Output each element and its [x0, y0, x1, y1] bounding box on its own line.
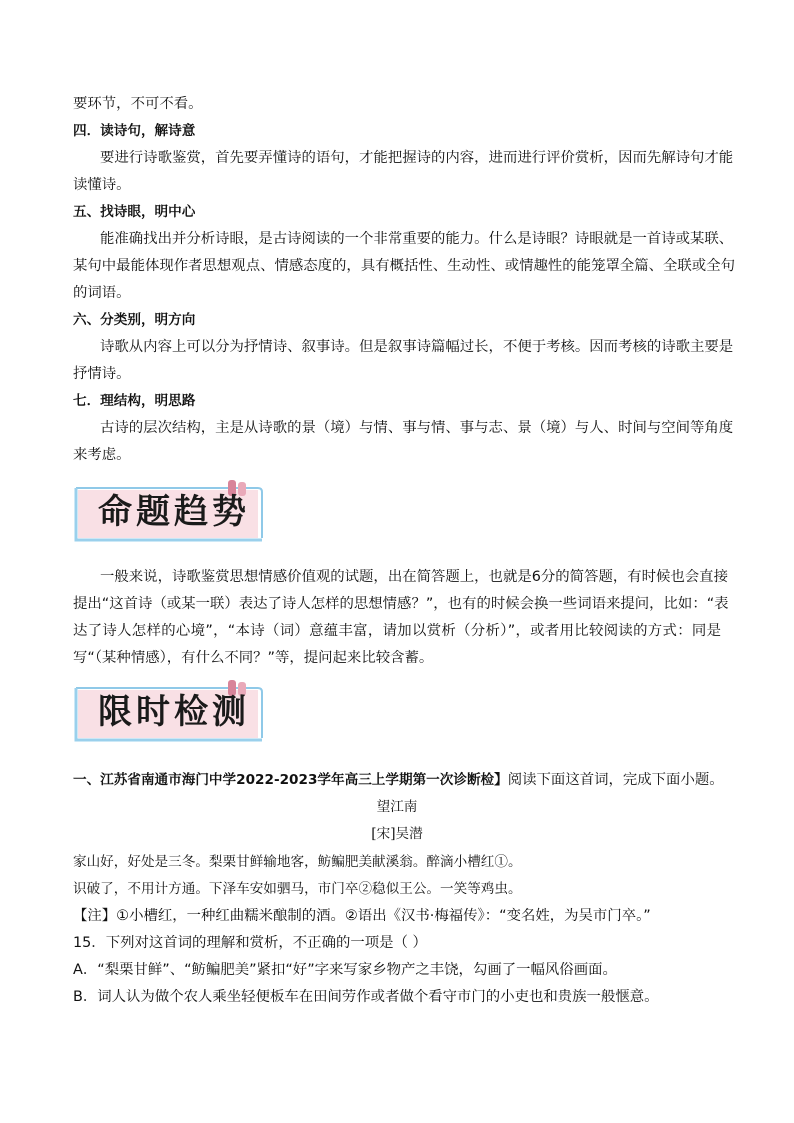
- paragraph-line: 要进行诗歌鉴赏，首先要弄懂诗的语句，才能把握诗的内容，进而进行评价赏析，因而先解诗句才能: [100, 150, 734, 166]
- section-heading: 五、找诗眼，明中心: [73, 204, 196, 220]
- paragraph-line: 达了诗人怎样的心境”，“本诗（词）意蕴丰富，请加以赏析（分析）”，或者用比较阅读的方式：同是: [73, 623, 721, 639]
- paragraph-line: 古诗的层次结构，主是从诗歌的景（境）与情、事与情、事与志、景（境）与人、时间与空间等角度: [100, 420, 734, 436]
- paragraph-line: 一般来说，诗歌鉴赏思想情感价值观的试题，出在简答题上，也就是6分的简答题，有时候也会直接: [100, 569, 728, 585]
- section-heading: 七．理结构，明思路: [73, 393, 196, 409]
- trend-banner: [72, 480, 268, 544]
- question-stem: 15．下列对这首词的理解和赏析，不正确的一项是（ ）: [73, 935, 427, 951]
- section-heading: 六、分类别，明方向: [73, 312, 196, 328]
- section-heading: 四．读诗句，解诗意: [73, 123, 196, 139]
- answer-option-a: A．“梨栗甘鲜”、“鲂鳊肥美”紧扣“好”字来写家乡物产之丰饶，勾画了一幅风俗画面。: [73, 962, 617, 978]
- answer-option-b: B．词人认为做个农人乘坐轻便板车在田间劳作或者做个看守市门的小吏也和贵族一般惬意。: [73, 989, 659, 1005]
- paragraph-line: 来考虑。: [73, 447, 131, 463]
- paragraph-line: 某句中最能体现作者思想观点、情感态度的，具有概括性、生动性、或情趣性的能笼罩全篇、全联或全句: [73, 258, 735, 274]
- text-line: 要环节，不可不看。: [73, 96, 203, 112]
- banner-title: 限时检测: [98, 692, 250, 732]
- paragraph-line: 读懂诗。: [73, 177, 131, 193]
- question-source: [73, 770, 724, 790]
- poem-author: [宋]吴潜: [371, 826, 423, 842]
- poem-title: 望江南: [376, 799, 418, 815]
- source-bold: 一、江苏省南通市海门中学2022-2023学年高三上学期第一次诊断检】: [73, 772, 508, 788]
- banner-title: 命题趋势: [98, 492, 250, 532]
- paragraph-line: 能准确找出并分析诗眼，是古诗阅读的一个非常重要的能力。什么是诗眼？诗眼就是一首诗或某联、: [100, 231, 734, 247]
- poem-line: 家山好，好处是三冬。梨栗甘鲜输地客，鲂鳊肥美献溪翁。醉滴小槽红①。: [73, 854, 522, 870]
- annotation-note: 【注】①小槽红，一种红曲糯米酿制的酒。②语出《汉书·梅福传》：“变名姓，为吴市门卒。”: [73, 908, 651, 924]
- paragraph-line: 抒情诗。: [73, 366, 131, 382]
- paragraph-line: 的词语。: [73, 285, 131, 301]
- paragraph-line: 写“（某种情感），有什么不同？”等，提问起来比较含蓄。: [73, 650, 434, 666]
- paragraph-line: 诗歌从内容上可以分为抒情诗、叙事诗。但是叙事诗篇幅过长，不便于考核。因而考核的诗歌主要是: [100, 339, 734, 355]
- paragraph-line: 提出“这首诗（或某一联）表达了诗人怎样的思想情感？”，也有的时候会换一些词语来提问，比如：“表: [73, 596, 729, 612]
- test-banner: [72, 680, 268, 744]
- source-instruction: 阅读下面这首词，完成下面小题。: [507, 772, 724, 788]
- poem-line: 识破了，不用计方通。下泽车安如驷马，市门卒②稳似王公。一笑等鸡虫。: [73, 881, 522, 897]
